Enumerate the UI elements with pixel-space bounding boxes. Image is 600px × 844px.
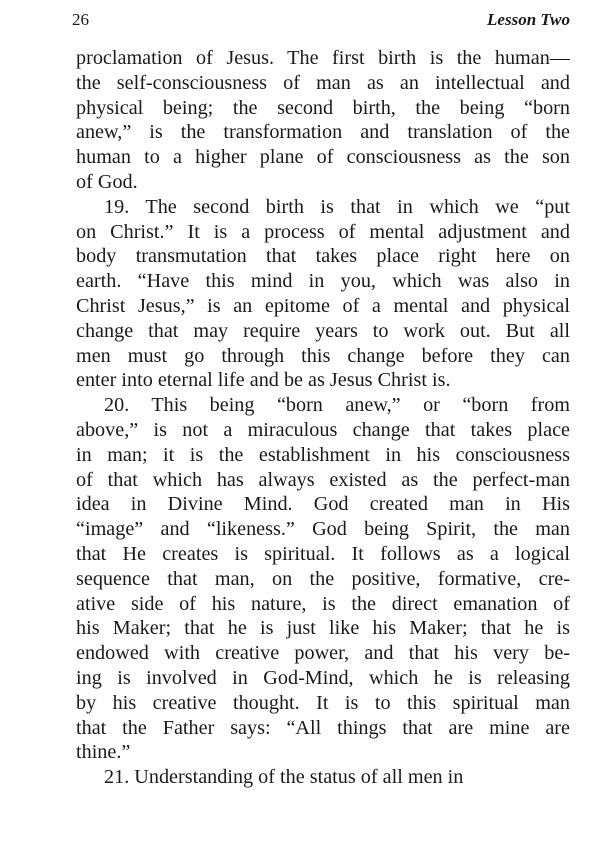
text-line: human to a higher plane of consciousness as the son xyxy=(76,146,570,169)
text-line: thine.” xyxy=(76,741,131,764)
text-line: above,” is not a miraculous change that takes place xyxy=(76,418,570,441)
text-line: sequence that man, on the positive, formative, cre- xyxy=(76,567,570,590)
text-line: anew,” is the transformation and translation of the xyxy=(76,121,570,144)
text-line: earth. “Have this mind in you, which was also in xyxy=(76,270,570,293)
text-line: by his creative thought. It is to this spiritual man xyxy=(76,691,570,714)
text-line: of God. xyxy=(76,170,138,193)
text-line: physical being; the second birth, the being “born xyxy=(76,96,570,119)
paragraph-21-start: 21. Understanding of the status of all men in xyxy=(104,766,464,789)
text-line: ing is involved in God-Mind, which he is releasing xyxy=(76,666,570,689)
text-line: idea in Divine Mind. God created man in His xyxy=(76,493,570,516)
text-line: change that may require years to work out. But all xyxy=(76,319,570,342)
page-number: 26 xyxy=(72,10,89,29)
text-line: Christ Jesus,” is an epitome of a mental and physical xyxy=(76,294,570,317)
text-line: that He creates is spiritual. It follows as a logical xyxy=(76,542,570,565)
text-line: the self-consciousness of man as an intellectual and xyxy=(76,71,570,94)
running-head: Lesson Two xyxy=(487,10,570,29)
text-line: enter into eternal life and be as Jesus Christ is. xyxy=(76,369,451,392)
text-line: proclamation of Jesus. The first birth is the human— xyxy=(76,47,570,69)
text-line: on Christ.” It is a process of mental adjustment and xyxy=(76,220,570,243)
paragraph-19-start: 19. The second birth is that in which we “put xyxy=(104,195,570,218)
text-line: endowed with creative power, and that his very be- xyxy=(76,642,570,665)
paragraph-20-start: 20. This being “born anew,” or “born from xyxy=(104,394,570,417)
text-line: that the Father says: “All things that are mine are xyxy=(76,716,570,739)
text-line: “image” and “likeness.” God being Spirit, the man xyxy=(76,518,570,541)
text-line: his Maker; that he is just like his Maker; that he is xyxy=(76,617,570,640)
page-header xyxy=(72,10,570,32)
text-line: men must go through this change before they can xyxy=(76,344,570,367)
text-line: body transmutation that takes place right here on xyxy=(76,245,570,268)
text-line: ative side of his nature, is the direct emanation of xyxy=(76,592,570,615)
text-line: in man; it is the establishment in his consciousness xyxy=(76,443,570,466)
body-text xyxy=(76,46,570,790)
text-line: of that which has always existed as the perfect-man xyxy=(76,468,570,491)
